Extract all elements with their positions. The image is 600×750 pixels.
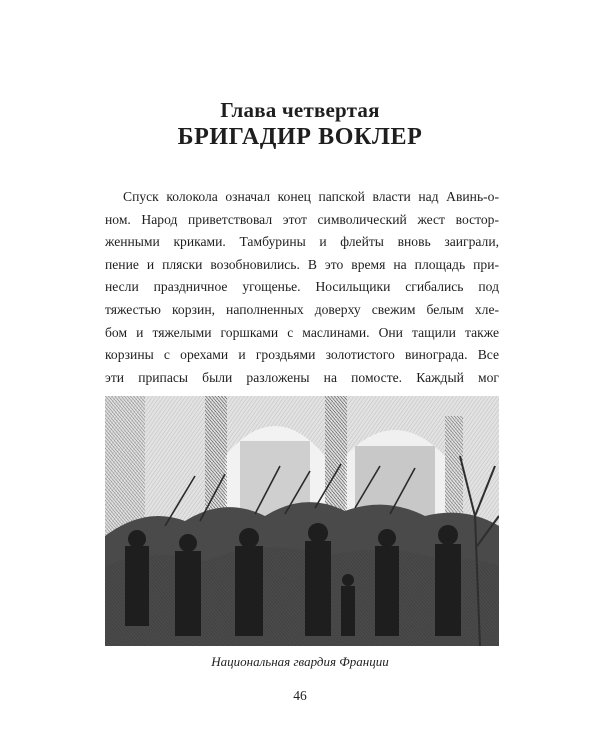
figure-caption: Национальная гвардия Франции bbox=[211, 654, 389, 669]
text-line: женными криками. Тамбурины и флейты вновь заиграли, bbox=[105, 234, 499, 250]
body-paragraph bbox=[105, 186, 499, 389]
text-line: пение и пляски возобновились. В это время на площадь при- bbox=[105, 256, 499, 272]
page-number: 46 bbox=[293, 688, 307, 703]
text-line: корзины с орехами и гроздьями золотистого винограда. Все bbox=[105, 347, 499, 363]
text-line: эти припасы были разложены на помосте. Каждый мог bbox=[105, 369, 499, 385]
chapter-title: БРИГАДИР ВОКЛЕР bbox=[177, 124, 423, 150]
chapter-number: Глава четвертая bbox=[220, 98, 380, 122]
text-line: ном. Народ приветствовал этот символический жест востор- bbox=[105, 211, 499, 227]
text-line: несли праздничное угощенье. Носильщики сгибались под bbox=[105, 279, 499, 295]
text-line: бом и тяжелыми горшками с маслинами. Они тащили также bbox=[105, 324, 499, 340]
text-line: тяжестью корзин, наполненных доверху свежим белым хле- bbox=[105, 301, 499, 317]
engraving-illustration bbox=[105, 396, 499, 646]
text-line: Спуск колокола означал конец папской власти над Авинь-о- bbox=[123, 189, 499, 204]
